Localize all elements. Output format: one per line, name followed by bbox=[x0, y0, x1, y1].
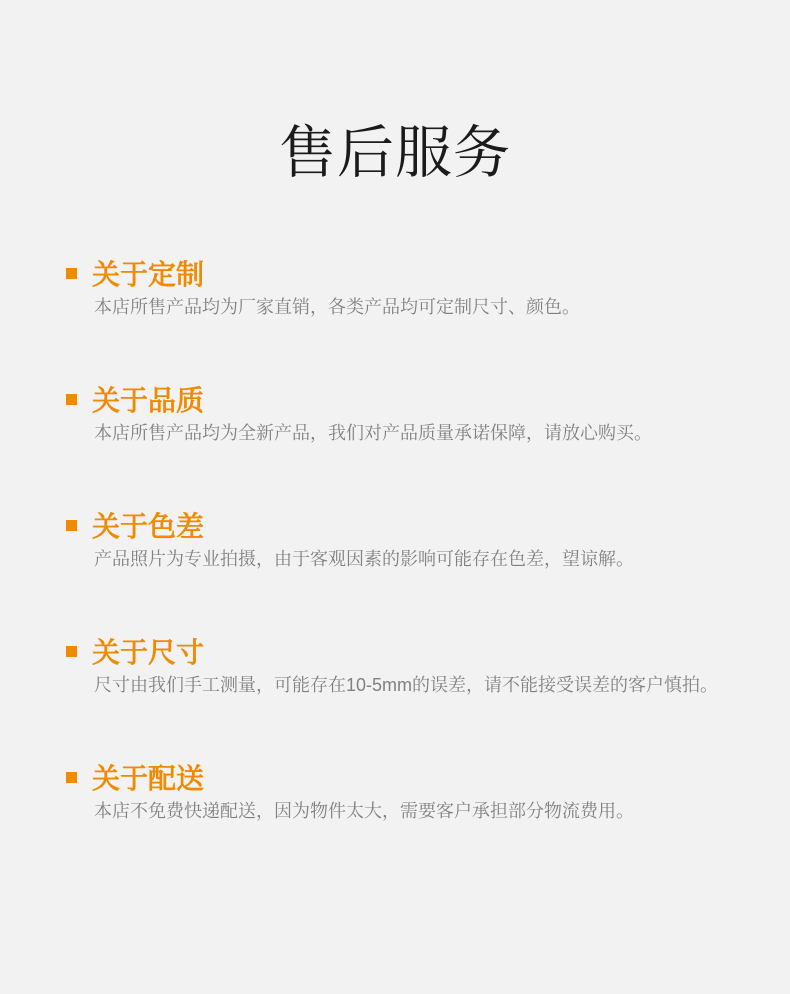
section-body: 本店不免费快递配送，因为物件太大，需要客户承担部分物流费用。 bbox=[94, 801, 634, 822]
section-body: 本店所售产品均为厂家直销，各类产品均可定制尺寸、颜色。 bbox=[94, 297, 580, 318]
section-heading: 关于色差 bbox=[92, 510, 205, 542]
section-heading: 关于尺寸 bbox=[92, 636, 205, 668]
section-content bbox=[92, 764, 750, 823]
service-section-size bbox=[66, 638, 750, 697]
section-content bbox=[92, 638, 750, 697]
bullet-square-icon bbox=[66, 772, 77, 783]
section-content bbox=[92, 512, 750, 571]
service-section-delivery bbox=[66, 764, 750, 823]
bullet-square-icon bbox=[66, 646, 77, 657]
section-heading: 关于定制 bbox=[92, 258, 205, 290]
section-content bbox=[92, 260, 750, 319]
section-body: 产品照片为专业拍摄，由于客观因素的影响可能存在色差，望谅解。 bbox=[94, 549, 634, 570]
service-section-color-difference bbox=[66, 512, 750, 571]
section-content bbox=[92, 386, 750, 445]
section-heading: 关于配送 bbox=[92, 762, 205, 794]
section-body: 尺寸由我们手工测量，可能存在10-5mm的误差，请不能接受误差的客户慎拍。 bbox=[94, 675, 719, 696]
service-section-customization bbox=[66, 260, 750, 319]
page-title: 售后服务 bbox=[279, 121, 511, 185]
section-body: 本店所售产品均为全新产品，我们对产品质量承诺保障，请放心购买。 bbox=[94, 423, 652, 444]
section-heading: 关于品质 bbox=[92, 384, 205, 416]
bullet-square-icon bbox=[66, 394, 77, 405]
service-sections bbox=[0, 260, 790, 823]
service-section-quality bbox=[66, 386, 750, 445]
bullet-square-icon bbox=[66, 268, 77, 279]
bullet-square-icon bbox=[66, 520, 77, 531]
